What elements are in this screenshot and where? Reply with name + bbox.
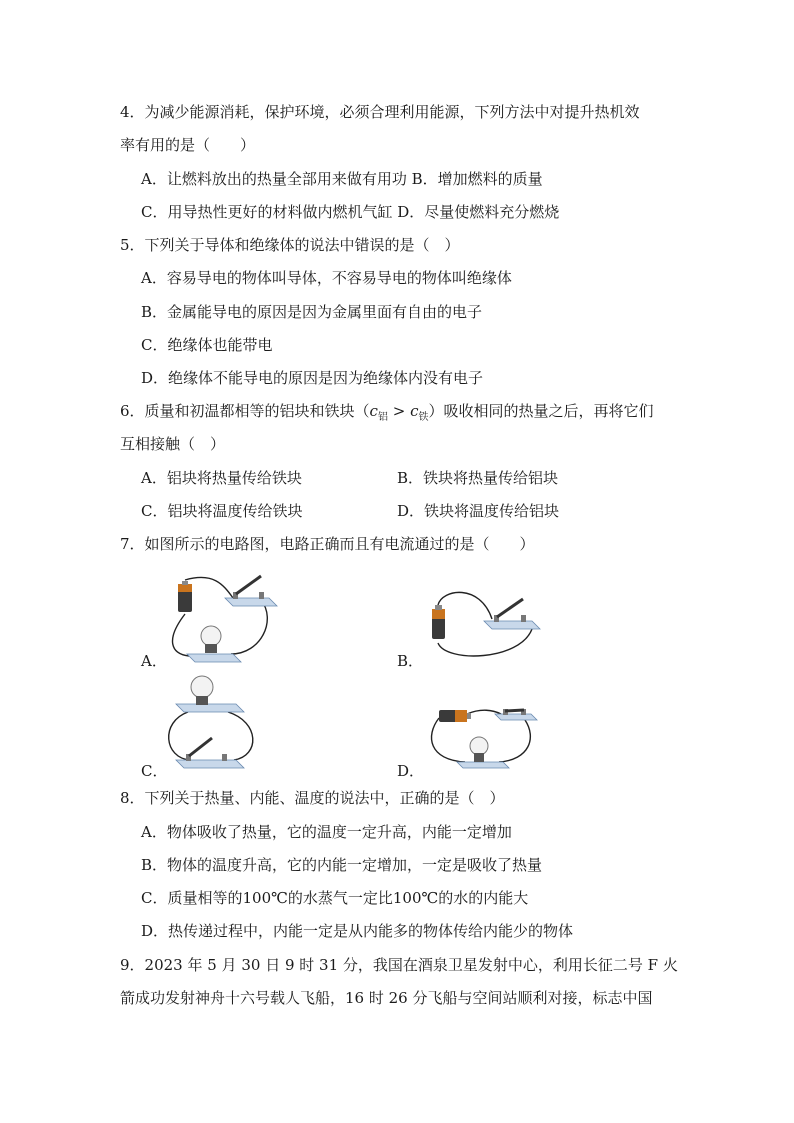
q7-figure-c (160, 672, 270, 774)
q4-options-line1: A．让燃料放出的热量全部用来做有用功 B．增加燃料的质量 (141, 170, 543, 188)
q8-option-a: A．物体吸收了热量，它的温度一定升高，内能一定增加 (141, 823, 512, 841)
switch-icon (225, 598, 277, 606)
q8-option-c: C．质量相等的100℃的水蒸气一定比100℃的水的内能大 (141, 889, 529, 907)
q6-sub-al: 铝 (377, 412, 388, 423)
q7-figure-a (165, 570, 285, 666)
q6-c-al: c (369, 402, 378, 420)
q5-option-c: C．绝缘体也能带电 (141, 336, 273, 354)
q6-sub-fe: 铁 (418, 412, 429, 423)
q5-option-a: A．容易导电的物体叫导体，不容易导电的物体叫绝缘体 (141, 269, 512, 287)
q8-stem: 8．下列关于热量、内能、温度的说法中，正确的是（ ） (120, 789, 505, 807)
q7-label-b: B． (397, 652, 424, 670)
q6-stem-post: ）吸收相同的热量之后，再将它们 (428, 402, 654, 420)
q4-stem-line2: 率有用的是（ ） (120, 136, 256, 154)
switch-icon (176, 760, 244, 768)
lightbulb-icon (470, 737, 488, 755)
q5-stem: 5．下列关于导体和绝缘体的说法中错误的是（ ） (120, 236, 460, 254)
q6-stem-pre: 6．质量和初温都相等的铝块和铁块（ (120, 402, 370, 420)
q4-stem-line1: 4．为减少能源消耗，保护环境，必须合理利用能源，下列方法中对提升热机效 (120, 103, 640, 121)
q9-line2: 箭成功发射神舟十六号载人飞船，16 时 26 分飞船与空间站顺利对接，标志中国 (120, 989, 653, 1007)
q7-label-d: D． (397, 762, 425, 780)
switch-icon (484, 621, 540, 629)
q6-c-fe: c (410, 402, 419, 420)
q5-option-b: B．金属能导电的原因是因为金属里面有自由的电子 (141, 303, 483, 321)
q6-stem-line2: 互相接触（ ） (120, 435, 226, 453)
q7-figure-d (425, 700, 540, 772)
q8-option-b: B．物体的温度升高，它的内能一定增加，一定是吸收了热量 (141, 856, 543, 874)
q4-options-line2: C．用导热性更好的材料做内燃机气缸 D．尽量使燃料充分燃烧 (141, 203, 560, 221)
q7-label-c: C． (141, 762, 168, 780)
q7-label-a: A． (141, 652, 167, 670)
q6-stem-line1 (120, 401, 653, 428)
switch-icon (495, 714, 537, 720)
q6-option-d: D．铁块将温度传给铝块 (397, 502, 560, 520)
q5-option-d: D．绝缘体不能导电的原因是因为绝缘体内没有电子 (141, 369, 484, 387)
q7-stem: 7．如图所示的电路图，电路正确而且有电流通过的是（ ） (120, 535, 535, 553)
q6-gt: > (387, 402, 411, 420)
lightbulb-icon (191, 676, 213, 698)
q8-option-d: D．热传递过程中，内能一定是从内能多的物体传给内能少的物体 (141, 922, 574, 940)
q9-line1: 9．2023 年 5 月 30 日 9 时 31 分，我国在酒泉卫星发射中心，利用长征二号 F 火 (120, 956, 678, 974)
q7-figure-b (420, 585, 545, 660)
q6-option-b: B．铁块将热量传给铝块 (397, 469, 559, 487)
q6-option-c: C．铝块将温度传给铁块 (141, 502, 303, 520)
q6-option-a: A．铝块将热量传给铁块 (141, 469, 302, 487)
lightbulb-icon (201, 626, 221, 646)
